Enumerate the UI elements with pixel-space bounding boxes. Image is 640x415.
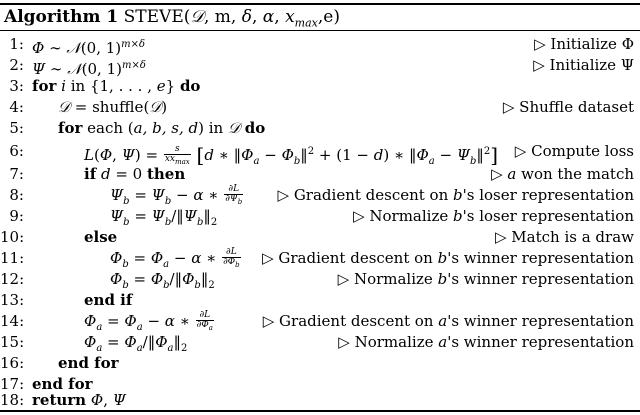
line-code: Φ ∼ 𝒩(0, 1)$^{m\times\delta}$ <box>32 39 146 57</box>
algo-line <box>0 390 640 411</box>
line-number: 8: <box>9 186 24 204</box>
algo-line <box>0 55 640 76</box>
algo-line <box>0 269 640 290</box>
line-comment: ▷ Normalize b's loser representation <box>353 207 634 225</box>
line-number: 13: <box>0 291 25 309</box>
line-code: else <box>84 228 118 246</box>
title-rule <box>0 30 640 31</box>
line-code: Ψ ∼ 𝒩(0, 1)$^{m\times\delta}$ <box>32 60 146 78</box>
line-comment: ▷ Gradient descent on b's winner representation <box>262 249 634 267</box>
line-comment: ▷ Gradient descent on a's winner representation <box>262 312 634 330</box>
line-code: end for <box>58 354 119 372</box>
algorithm-signature: STEVE(𝒟, m, δ, α, $x_{max},e$) <box>123 7 340 30</box>
line-code: for each (a, b, s, d) in 𝒟 do <box>58 119 266 137</box>
line-comment: ▷ Shuffle dataset <box>502 98 634 116</box>
line-code: 𝒟 = shuffle(𝒟) <box>58 98 168 116</box>
algo-line <box>0 164 640 185</box>
line-number: 1: <box>9 35 24 53</box>
line-number: 16: <box>0 354 25 372</box>
line-comment: ▷ Normalize b's winner representation <box>337 270 634 288</box>
line-number: 15: <box>0 333 25 351</box>
line-number: 14: <box>0 312 25 330</box>
line-number: 12: <box>0 270 25 288</box>
line-comment: ▷ Match is a draw <box>495 228 634 246</box>
line-comment: ▷ Normalize a's winner representation <box>338 333 634 351</box>
line-code: L(Φ, Ψ) = $\frac{s}{xx_{max}}$ [d ∗ $‖\Phi_a$ − $\Phi_b‖^2 + (1 - d)$ ∗ $‖\Phi_a$ − $\Psi_b‖^2$] <box>84 143 499 167</box>
line-code: return Φ, Ψ <box>32 391 126 409</box>
line-number: 2: <box>9 56 24 74</box>
algo-line <box>0 118 640 139</box>
algo-line <box>0 76 640 97</box>
line-code: if d = 0 then <box>84 165 186 183</box>
line-number: 6: <box>9 142 24 160</box>
algo-line <box>0 248 640 271</box>
line-code: $\Psi_b = \Psi_b - \alpha$ ∗ $\frac{\partial L}{\partial\Psi_b}$ <box>110 184 243 207</box>
line-number: 11: <box>0 249 25 267</box>
algo-line <box>0 206 640 227</box>
line-number: 5: <box>9 119 24 137</box>
line-number: 4: <box>9 98 24 116</box>
line-code: $\Psi_b$ = $\Psi_b/‖\Psi_b‖_2$ <box>110 207 218 228</box>
line-comment: ▷ Initialize Φ <box>534 35 634 53</box>
line-comment: ▷ a won the match <box>491 165 634 183</box>
line-number: 17: <box>0 375 25 393</box>
algorithm-label: Algorithm 1 <box>4 7 119 27</box>
line-number: 18: <box>0 391 25 409</box>
top-rule <box>0 3 640 5</box>
line-number: 9: <box>9 207 24 225</box>
algo-line <box>0 332 640 353</box>
line-number: 3: <box>9 77 24 95</box>
algo-line <box>0 227 640 248</box>
line-code: $\Phi_b$ = $\Phi_b/‖\Phi_b‖_2$ <box>110 270 215 291</box>
line-comment: ▷ Gradient descent on b's loser representation <box>277 186 634 204</box>
line-comment: ▷ Compute loss <box>514 142 634 160</box>
algo-line <box>0 311 640 334</box>
line-code: for i in {1, . . . , e} do <box>32 77 201 95</box>
algo-line <box>0 353 640 374</box>
algo-line <box>0 290 640 311</box>
algo-line <box>0 97 640 118</box>
algo-line <box>0 185 640 208</box>
algo-line <box>0 34 640 55</box>
algo-line <box>0 141 640 165</box>
bottom-rule <box>0 410 640 412</box>
line-comment: ▷ Initialize Ψ <box>533 56 634 74</box>
line-number: 10: <box>0 228 25 246</box>
line-code: $\Phi_a$ = $\Phi_a/‖\Phi_a‖_2$ <box>84 333 188 354</box>
line-code: end if <box>84 291 133 309</box>
line-code: $\Phi_a = \Phi_a - \alpha$ ∗ $\frac{\partial L}{\partial\Phi_a}$ <box>84 310 213 333</box>
line-number: 7: <box>9 165 24 183</box>
line-code: $\Phi_b = \Phi_a - \alpha$ ∗ $\frac{\partial L}{\partial\Phi_b}$ <box>110 247 240 270</box>
line-code: end for <box>32 375 93 393</box>
